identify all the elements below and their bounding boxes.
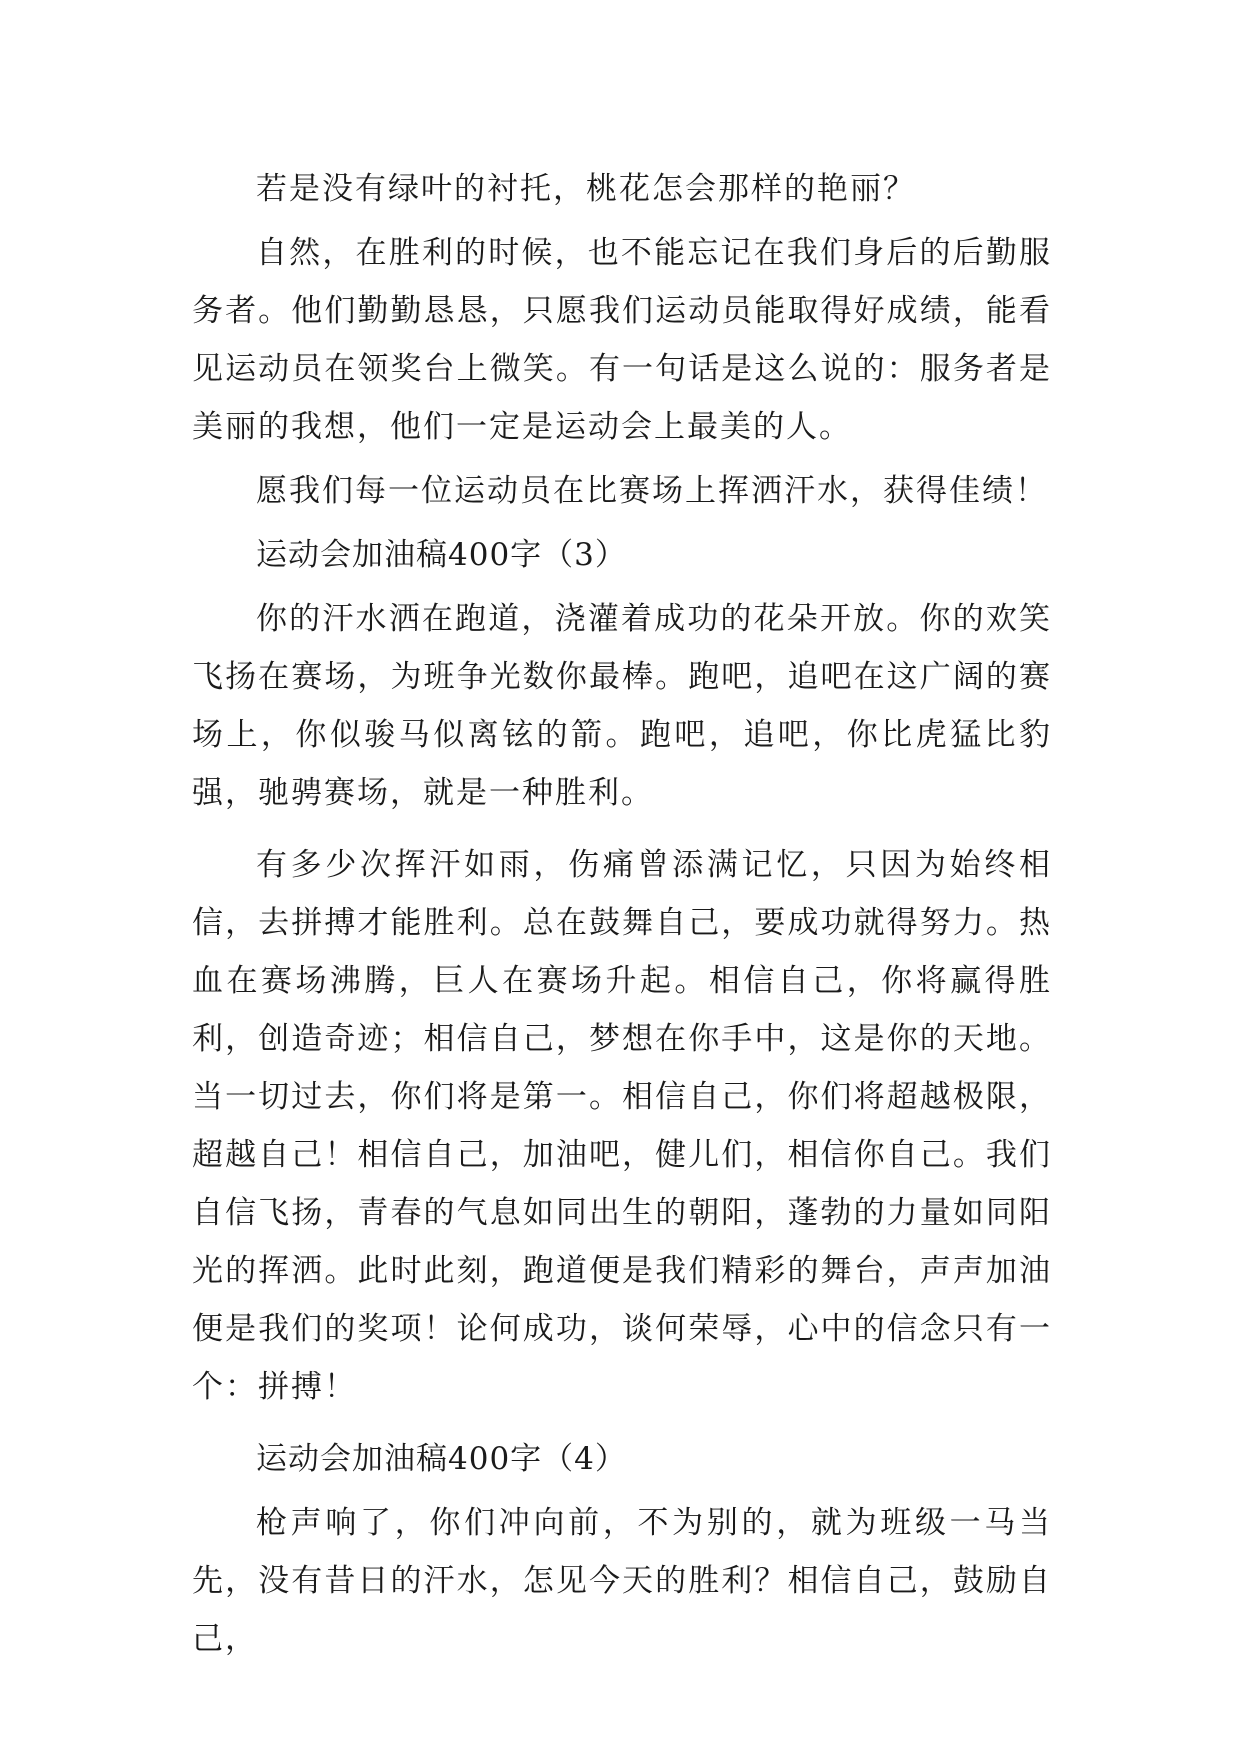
paragraph: 自然，在胜利的时候，也不能忘记在我们身后的后勤服务者。他们勤勤恳恳，只愿我们运动员能取得好成绩，能看见运动员在领奖台上微笑。有一句话是这么说的：服务者是美丽的我想，他们一定是运动会上最美的人。 (192, 235, 1052, 445)
paragraph: 枪声响了，你们冲向前，不为别的，就为班级一马当先，没有昔日的汗水，怎见今天的胜利？相信自己，鼓励自己， (192, 1505, 1052, 1657)
paragraph: 若是没有绿叶的衬托，桃花怎会那样的艳丽？ (256, 171, 916, 207)
paragraph: 有多少次挥汗如雨，伤痛曾添满记忆，只因为始终相信，去拼搏才能胜利。总在鼓舞自己，要成功就得努力。热血在赛场沸腾，巨人在赛场升起。相信自己，你将赢得胜利，创造奇迹；相信自己，梦想在你手中，这是你的天地。当一切过去，你们将是第一。相信自己，你们将超越极限，超越自己！相信自己，加油吧，健儿们，相信你自己。我们自信飞扬，青春的气息如同出生的朝阳，蓬勃的力量如同阳光的挥洒。此时此刻，跑道便是我们精彩的舞台，声声加油便是我们的奖项！论何成功，谈何荣辱，心中的信念只有一个：拼搏！ (192, 847, 1052, 1405)
paragraph: 你的汗水洒在跑道，浇灌着成功的花朵开放。你的欢笑飞扬在赛场，为班争光数你最棒。跑吧，追吧在这广阔的赛场上，你似骏马似离铉的箭。跑吧，追吧，你比虎猛比豹强，驰骋赛场，就是一种胜利。 (192, 601, 1052, 811)
section-heading: 运动会加油稿400字（4） (256, 1441, 627, 1477)
paragraph: 愿我们每一位运动员在比赛场上挥洒汗水，获得佳绩！ (256, 473, 1048, 509)
section-heading: 运动会加油稿400字（3） (256, 537, 627, 573)
document-body (192, 160, 1052, 1668)
